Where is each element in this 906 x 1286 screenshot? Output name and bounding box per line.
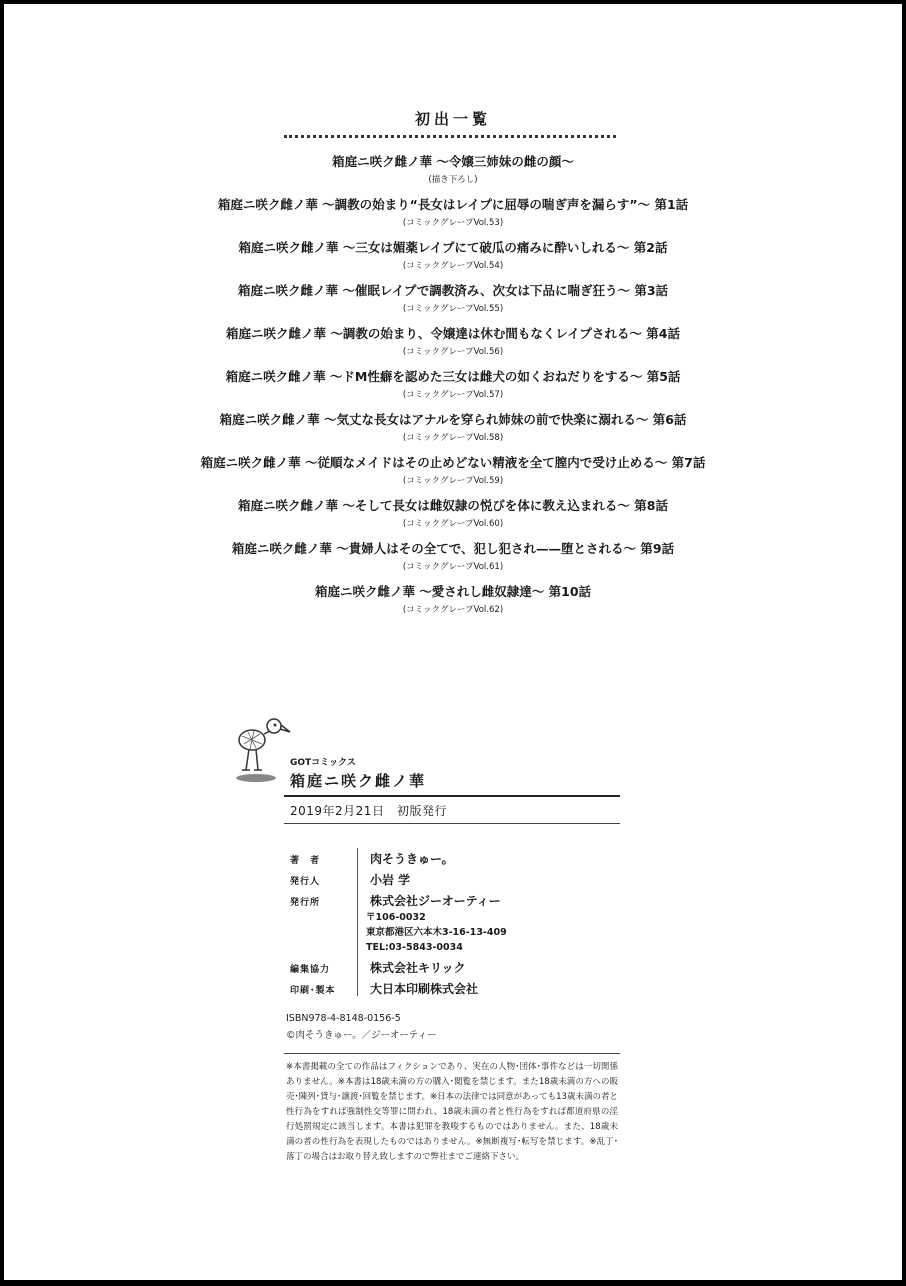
publisher-name: 株式会社ジーオーティー xyxy=(370,894,501,908)
entry-source: (コミックグレープVol.55) xyxy=(402,304,504,314)
bird-logo-icon xyxy=(234,712,294,784)
list-item xyxy=(0,154,906,186)
publisher-label: 発行所 xyxy=(290,898,321,908)
list-item xyxy=(0,326,906,358)
editor-label: 編集協力 xyxy=(290,965,331,975)
entry-source: (描き下ろし) xyxy=(428,175,478,185)
entry-title: 箱庭ニ咲ク雌ノ華 ～調教の始まり、令嬢達は休む間もなくレイプされる～ 第4話 xyxy=(226,326,680,341)
list-item xyxy=(0,498,906,530)
list-item xyxy=(0,283,906,315)
postal-code: 〒106-0032 xyxy=(366,912,426,923)
entry-source: (コミックグレープVol.58) xyxy=(402,433,504,443)
entry-title: 箱庭ニ咲ク雌ノ華 ～三女は媚薬レイプにて破瓜の痛みに酔いしれる～ 第2話 xyxy=(238,240,668,255)
isbn: ISBN978-4-8148-0156-5 xyxy=(286,1013,401,1024)
printer-name: 大日本印刷株式会社 xyxy=(370,982,479,996)
page-heading: 初出一覧 xyxy=(414,110,491,128)
copyright: ©肉そうきゅー。／ジーオーティー xyxy=(286,1030,437,1041)
entry-source: (コミックグレープVol.57) xyxy=(402,390,504,400)
entry-source: (コミックグレープVol.56) xyxy=(402,347,504,357)
list-item xyxy=(0,541,906,573)
author-label: 著 者 xyxy=(290,856,321,866)
list-item xyxy=(0,240,906,272)
publisher-person-label: 発行人 xyxy=(290,877,321,887)
list-item xyxy=(0,412,906,444)
book-title: 箱庭ニ咲ク雌ノ華 xyxy=(290,772,427,790)
entry-source: (コミックグレープVol.54) xyxy=(402,261,504,271)
address: 東京都港区六本木3-16-13-409 xyxy=(366,927,507,938)
entry-title: 箱庭ニ咲ク雌ノ華 ～令嬢三姉妹の雌の顔～ xyxy=(332,154,574,169)
entry-title: 箱庭ニ咲ク雌ノ華 ～従順なメイドはその止めどない精液を全て膣内で受け止める～ 第7話 xyxy=(200,455,706,470)
entry-title: 箱庭ニ咲ク雌ノ華 ～そして長女は雌奴隷の悦びを体に教え込まれる～ 第8話 xyxy=(238,498,668,513)
publisher-person: 小岩 学 xyxy=(370,873,411,887)
entry-source: (コミックグレープVol.61) xyxy=(402,562,504,572)
entry-source: (コミックグレープVol.62) xyxy=(402,605,504,615)
dotted-divider xyxy=(284,135,616,138)
author-name: 肉そうきゅー。 xyxy=(370,852,454,866)
entry-title: 箱庭ニ咲ク雌ノ華 ～調教の始まり“長女はレイプに屈辱の喘ぎ声を漏らす”～ 第1話 xyxy=(217,197,689,212)
editor-name: 株式会社キリック xyxy=(370,961,466,975)
legal-notice: ※本書掲載の全ての作品はフィクションであり、実在の人物･団体･事件などは一切関係ありません。※本書は18歳未満の方の購入･閲覧を禁じます。また18歳未満の方への販売･陳列･貸与･譲渡･回覧を禁じます。※日本の法律では同意があっても13歳未満の者と性行為をすれば強制性交等罪に問われ、18歳未満の者と性行為をすれば都道府県の淫行処罰規定に該当します。本書は犯罪を教唆するものではありません。また、18歳未満の者の性行為を表現したものではありません。※無断複写･転写を禁じます。※乱丁･落丁の場合はお取り替え致しますので弊社までご連絡下さい。 xyxy=(286,1062,618,1162)
telephone: TEL:03-5843-0034 xyxy=(366,942,463,953)
divider xyxy=(284,795,620,797)
imprint-label: GOTコミックス xyxy=(290,758,356,768)
entry-title: 箱庭ニ咲ク雌ノ華 ～催眠レイプで調教済み、次女は下品に喘ぎ狂う～ 第3話 xyxy=(237,283,669,298)
list-item xyxy=(0,584,906,616)
divider xyxy=(284,1053,620,1054)
entry-title: 箱庭ニ咲ク雌ノ華 ～ドM性癖を認めた三女は雌犬の如くおねだりをする～ 第5話 xyxy=(225,369,681,384)
list-item xyxy=(0,369,906,401)
entry-title: 箱庭ニ咲ク雌ノ華 ～貴婦人はその全てで、犯し犯され——堕とされる～ 第9話 xyxy=(231,541,675,556)
publication-date: 2019年2月21日 初版発行 xyxy=(290,804,447,818)
entry-title: 箱庭ニ咲ク雌ノ華 ～気丈な長女はアナルを穿られ姉妹の前で快楽に溺れる～ 第6話 xyxy=(219,412,687,427)
isbn-block xyxy=(286,1010,437,1044)
printer-label: 印刷･製本 xyxy=(290,986,336,996)
entry-source: (コミックグレープVol.59) xyxy=(402,476,504,486)
entry-source: (コミックグレープVol.60) xyxy=(402,519,504,529)
entry-title: 箱庭ニ咲ク雌ノ華 ～愛されし雌奴隷達～ 第10話 xyxy=(314,584,592,599)
colophon-separator xyxy=(357,848,358,996)
entry-source: (コミックグレープVol.53) xyxy=(402,218,504,228)
list-item xyxy=(0,197,906,229)
list-item xyxy=(0,455,906,487)
divider xyxy=(284,823,620,824)
